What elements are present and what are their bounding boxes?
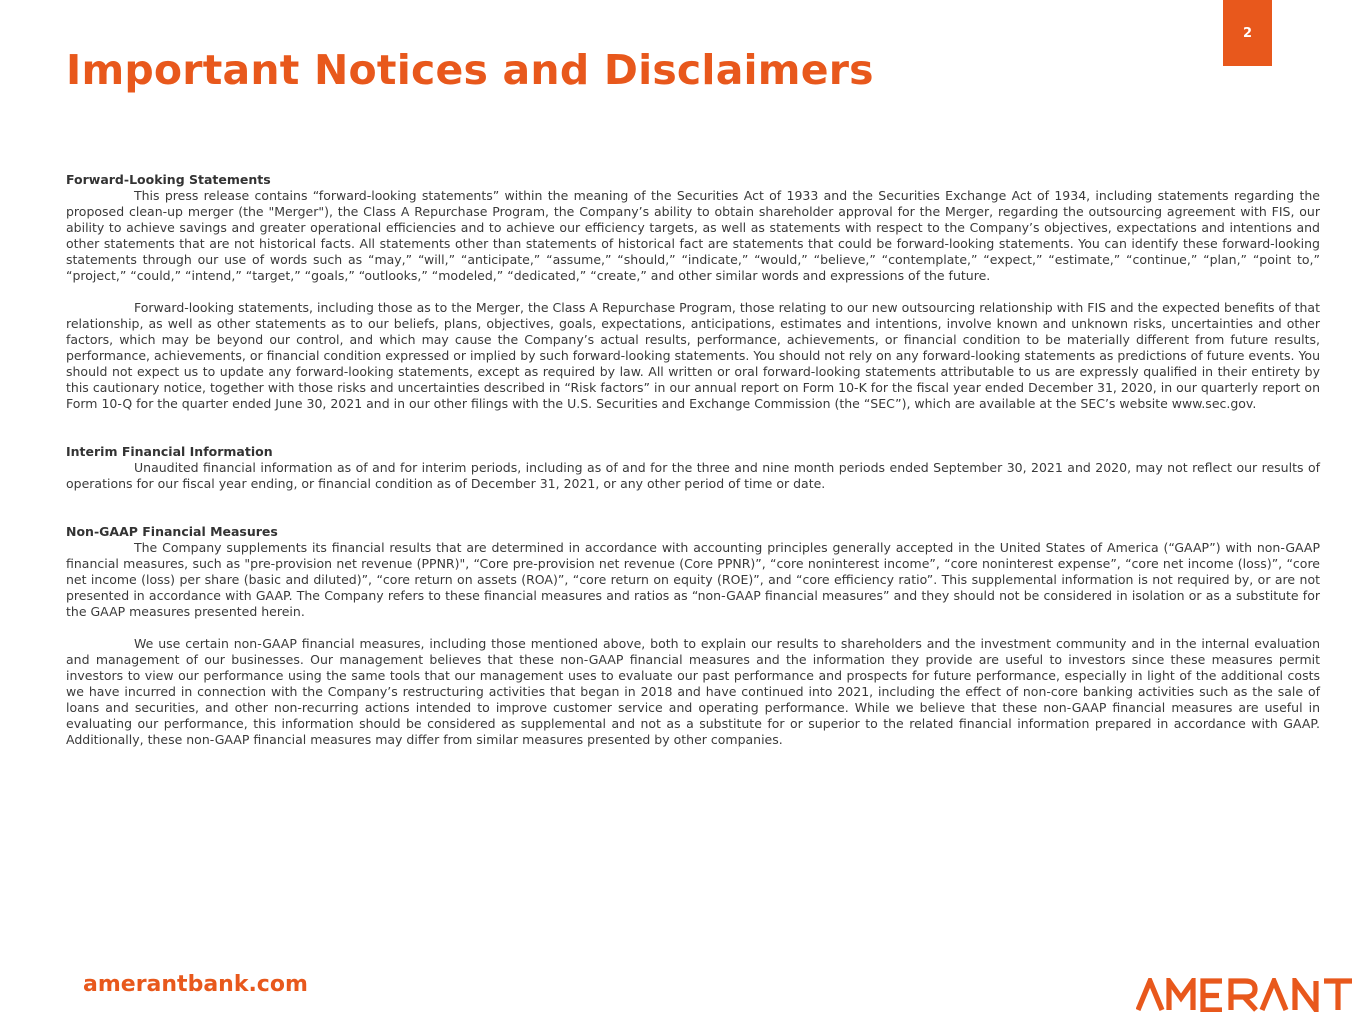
section-heading: Interim Financial Information xyxy=(66,444,273,459)
paragraph: We use certain non-GAAP financial measures, including those mentioned above, both to explain our results to shareholders and the investment community and in the internal evaluation and management of our businesses. Our management believes that these non-GAAP financial measures and the information they provide are useful to investors since these measures permit investors to view our performance using the same tools that our management uses to evaluate our past performance and prospects for future performance, especially in light of the additional costs we have incurred in connection with the Company’s restructuring activities that began in 2018 and have continued into 2021, including the effect of non-core banking activities such as the sale of loans and securities, and other non-recurring actions intended to improve customer service and operating performance. While we believe that these non-GAAP financial measures are useful in evaluating our performance, this information should be considered as supplemental and not as a substitute for or superior to the related financial information prepared in accordance with GAAP. Additionally, these non-GAAP financial measures may differ from similar measures presented by other companies. xyxy=(66,636,1320,747)
paragraph: Forward-looking statements, including those as to the Merger, the Class A Repurchase Program, those relating to our new outsourcing relationship with FIS and the expected benefits of that relationship, as well as other statements as to our beliefs, plans, objectives, goals, expectations, anticipations, estimates and intentions, involve known and unknown risks, uncertainties and other factors, which may be beyond our control, and which may cause the Company’s actual results, performance, achievements, or financial condition to be materially different from future results, performance, achievements, or financial condition expressed or implied by such forward-looking statements. You should not rely on any forward-looking statements as predictions of future events. You should not expect us to update any forward-looking statements, except as required by law. All written or oral forward-looking statements attributable to us are expressly qualified in their entirety by this cautionary notice, together with those risks and uncertainties described in “Risk factors” in our annual report on Form 10-K for the fiscal year ended December 31, 2020, in our quarterly report on Form 10-Q for the quarter ended June 30, 2021 and in our other filings with the U.S. Securities and Exchange Commission (the “SEC”), which are available at the SEC’s website www.sec.gov. xyxy=(66,300,1320,411)
disclaimer-body xyxy=(66,172,1320,748)
paragraph: The Company supplements its financial results that are determined in accordance with accounting principles generally accepted in the United States of America (“GAAP”) with non-GAAP financial measures, such as "pre-provision net revenue (PPNR)", “Core pre-provision net revenue (Core PPNR)”, “core noninterest income”, “core noninterest expense”, “core net income (loss)”, “core net income (loss) per share (basic and diluted)”, “core return on assets (ROA)”, “core return on equity (ROE)”, and “core efficiency ratio”. This supplemental information is not required by, or are not presented in accordance with GAAP. The Company refers to these financial measures and ratios as “non-GAAP financial measures” and they should not be considered in isolation or as a substitute for the GAAP measures presented herein. xyxy=(66,540,1320,619)
paragraph: Unaudited financial information as of and for interim periods, including as of and for the three and nine month periods ended September 30, 2021 and 2020, may not reflect our results of operations for our fiscal year ending, or financial condition as of December 31, 2021, or any other period of time or date. xyxy=(66,460,1320,491)
section-non-gaap-financial-measures xyxy=(66,524,1320,748)
page-number: 2 xyxy=(1242,25,1253,41)
paragraph: This press release contains “forward-looking statements” within the meaning of the Securities Act of 1933 and the Securities Exchange Act of 1934, including statements regarding the proposed clean-up merger (the "Merger"), the Class A Repurchase Program, the Company’s ability to obtain shareholder approval for the Merger, regarding the outsourcing agreement with FIS, our ability to achieve savings and greater operational efficiencies and to achieve our efficiency targets, as well as statements with respect to the Company’s objectives, expectations and intentions and other statements that are not historical facts. All statements other than statements of historical fact are statements that could be forward-looking statements. You can identify these forward-looking statements through our use of words such as “may,” “will,” “anticipate,” “assume,” “should,” “indicate,” “would,” “believe,” “contemplate,” “expect,” “estimate,” “continue,” “plan,” “point to,” “project,” “could,” “intend,” “target,” “goals,” “outlooks,” “modeled,” “dedicated,” “create,” and other similar words and expressions of the future. xyxy=(66,188,1320,283)
amerant-wordmark-logo xyxy=(1136,978,1356,1012)
section-heading: Non-GAAP Financial Measures xyxy=(66,524,278,539)
section-forward-looking-statements xyxy=(66,172,1320,412)
page-title: Important Notices and Disclaimers xyxy=(66,46,874,94)
website-link[interactable]: amerantbank.com xyxy=(83,972,308,997)
section-interim-financial-information xyxy=(66,444,1320,492)
section-heading: Forward-Looking Statements xyxy=(66,172,271,187)
page-number-badge xyxy=(1223,0,1272,66)
